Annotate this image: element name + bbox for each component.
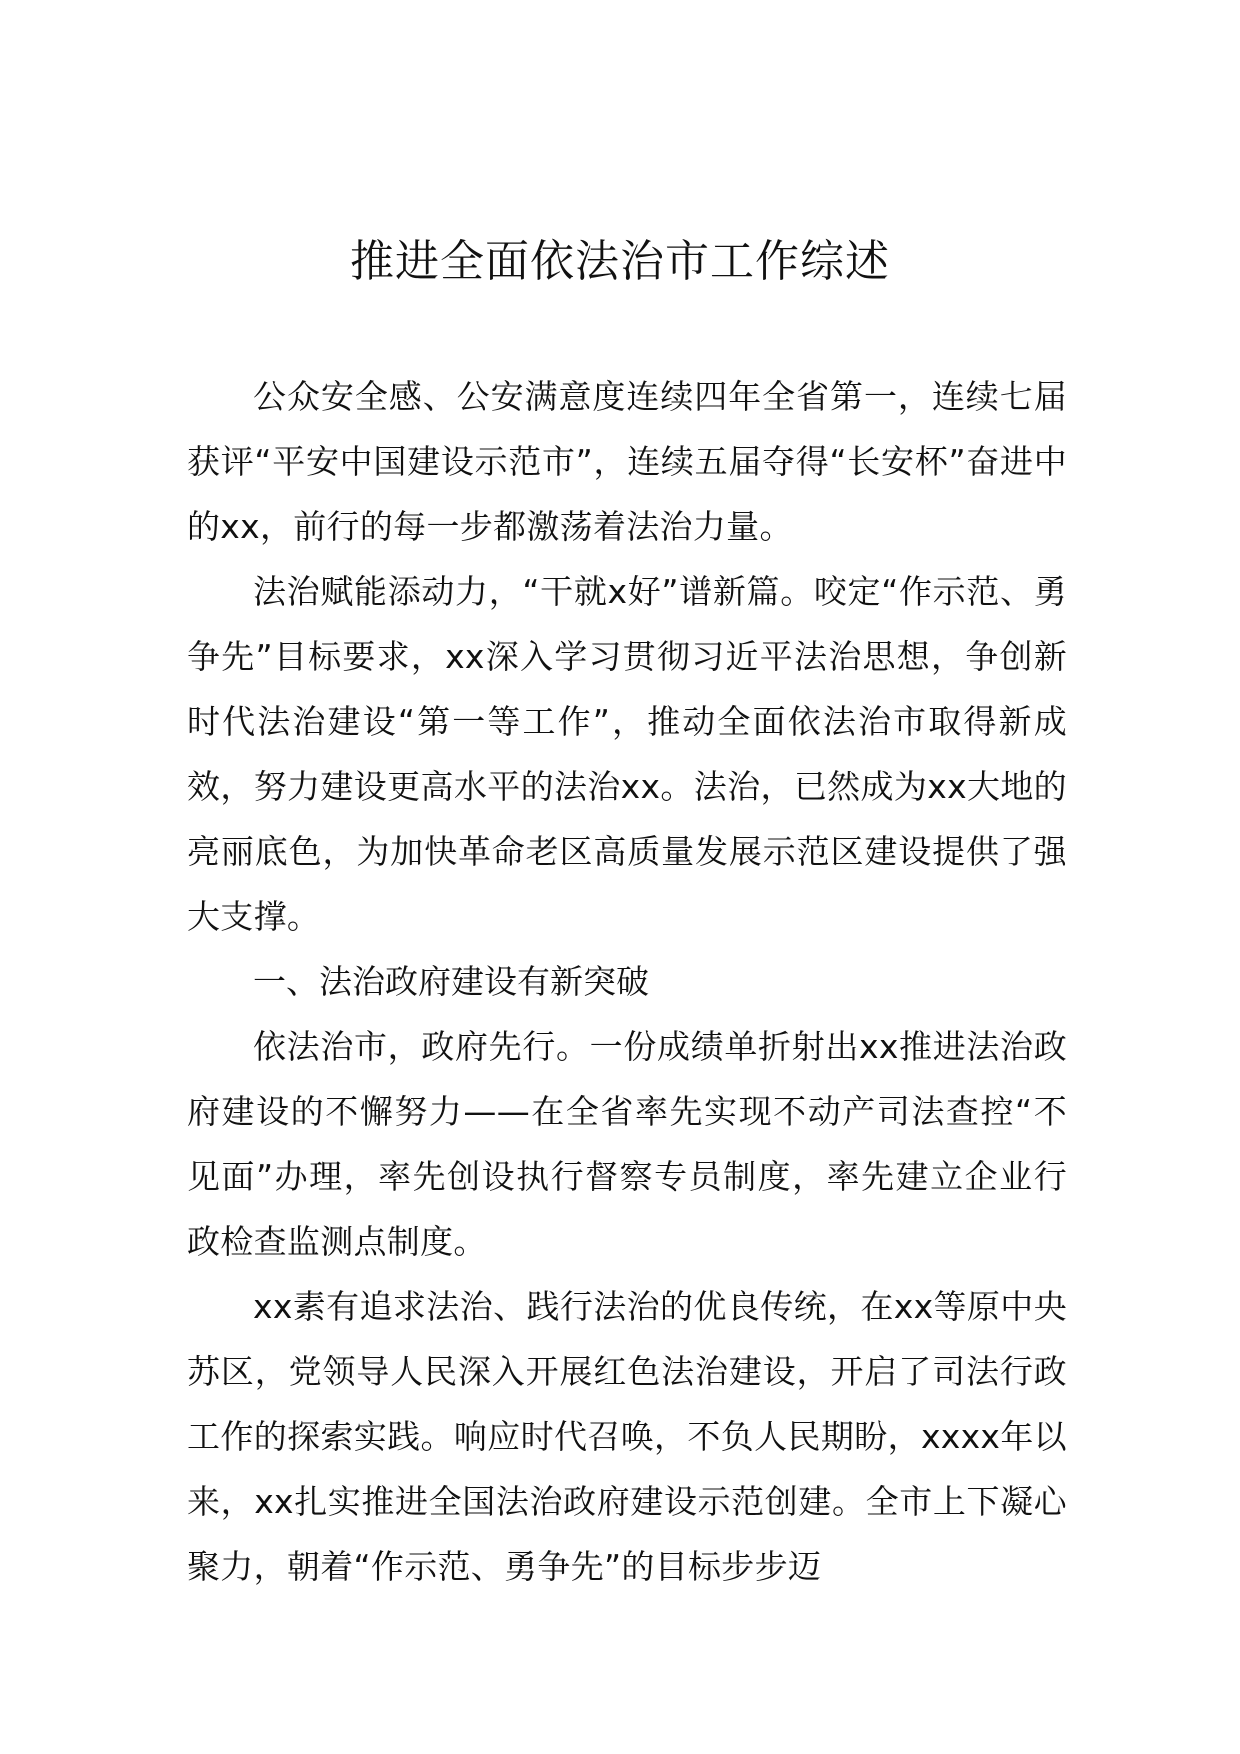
paragraph-intro: 公众安全感、公安满意度连续四年全省第一，连续七届获评“平安中国建设示范市”，连续五届夺得“长安杯”奋进中的xx，前行的每一步都激荡着法治力量。 — [187, 377, 1067, 546]
document-body — [187, 364, 1067, 1599]
paragraph-government-first: 依法治市，政府先行。一份成绩单折射出xx推进法治政府建设的不懈努力——在全省率先实现不动产司法查控“不见面”办理，率先创设执行督察专员制度，率先建立企业行政检查监测点制度。 — [187, 1027, 1067, 1261]
document-title: 推进全面依法治市工作综述 — [350, 236, 890, 287]
section-heading-1: 一、法治政府建设有新突破 — [253, 962, 649, 1001]
paragraph-empowerment: 法治赋能添动力，“干就x好”谱新篇。咬定“作示范、勇争先”目标要求，xx深入学习贯彻习近平法治思想，争创新时代法治建设“第一等工作”，推动全面依法治市取得新成效，努力建设更高水平的法治xx。法治，已然成为xx大地的亮丽底色，为加快革命老区高质量发展示范区建设提供了强大支撑。 — [187, 572, 1067, 936]
paragraph-tradition: xx素有追求法治、践行法治的优良传统，在xx等原中央苏区，党领导人民深入开展红色法治建设，开启了司法行政工作的探索实践。响应时代召唤，不负人民期盼，xxxx年以来，xx扎实推进全国法治政府建设示范创建。全市上下凝心聚力，朝着“作示范、勇争先”的目标步步迈 — [187, 1287, 1067, 1586]
